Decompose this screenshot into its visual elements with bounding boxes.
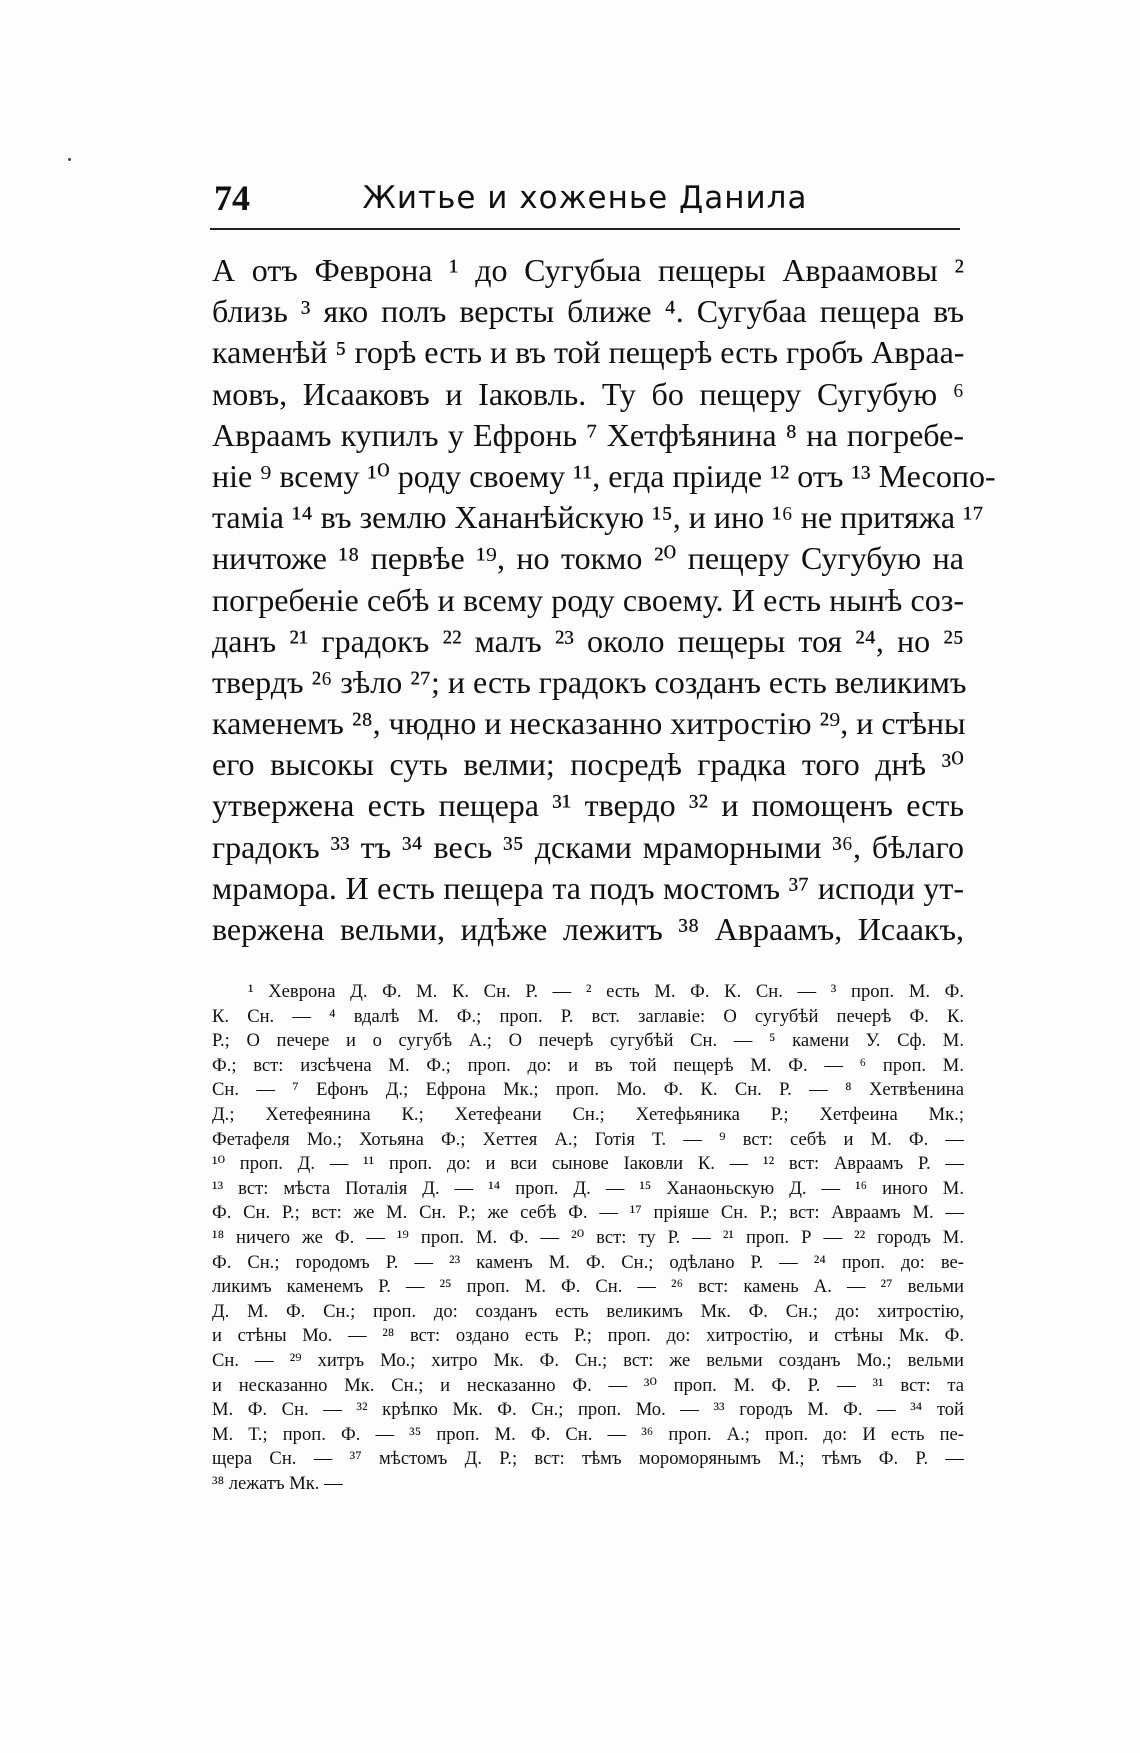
main-text-line: таміа ¹⁴ въ землю Хананѣйскую ¹⁵, и ино ¹⁶ не притяжа ¹⁷ [212, 499, 984, 536]
main-text-line: ніе ⁹ всему ¹⁰ роду своему ¹¹, егда пріиде ¹² отъ ¹³ Месопо- [212, 457, 996, 494]
page-number: 74 [214, 178, 250, 218]
footnote-line: ¹⁰ проп. Д. — ¹¹ проп. до: и вси сынове Іаковли К. — ¹² вст: Авраамъ Р. — [212, 1153, 964, 1175]
scan-speck [68, 158, 71, 161]
main-text-line: Авраамъ купилъ у Ефронь ⁷ Хетфѣянина ⁸ на погребе- [212, 416, 964, 453]
main-text-line: каменемъ ²⁸, чюдно и несказанно хитростію ²⁹, и стѣны [212, 705, 966, 742]
footnote-line: Фетафеля Мо.; Хотьяна Ф.; Хеттея А.; Готія Т. — ⁹ вст: себѣ и М. Ф. — [212, 1128, 964, 1150]
footnote-line: Ф. Сн.; городомъ Р. — ²³ каменъ М. Ф. Сн.; одѣлано Р. — ²⁴ проп. до: ве- [212, 1251, 964, 1273]
running-title: Житье и хоженье Данила [362, 180, 808, 216]
main-text-line: близь ³ яко полъ версты ближе ⁴. Сугубаа пещера въ [212, 293, 964, 330]
footnote-line: Р.; О печере и о сугубѣ А.; О печерѣ сугубѣй Сн. — ⁵ камени У. Сф. М. [212, 1030, 964, 1052]
main-text-line: мрамора. И есть пещера та подъ мостомъ ³⁷ исподи ут- [212, 869, 964, 906]
footnote-line: ¹ Хеврона Д. Ф. М. К. Сн. Р. — ² есть М. Ф. К. Сн. — ³ проп. М. Ф. [248, 981, 964, 1002]
main-text-line: твердъ ²⁶ зѣло ²⁷; и есть градокъ созданъ есть великимъ [212, 663, 967, 700]
main-text-line: погребеніе себѣ и всему роду своему. И есть нынѣ соз- [212, 581, 964, 618]
footnote-line: и несказанно Мк. Сн.; и несказанно Ф. — ³⁰ проп. М. Ф. Р. — ³¹ вст: та [212, 1374, 964, 1396]
footnote-line: ³⁸ лежатъ Мк. — [212, 1472, 343, 1494]
main-text-line: градокъ ³³ тъ ³⁴ весь ³⁵ дсками мраморными ³⁶, бѣлаго [212, 828, 964, 865]
footnote-line: К. Сн. — ⁴ вдалѣ М. Ф.; проп. Р. вст. заглавіе: О сугубѣй печерѣ Ф. К. [212, 1005, 964, 1027]
main-text-line: утвержена есть пещера ³¹ твердо ³² и помощенъ есть [212, 787, 964, 824]
footnote-line: М. Ф. Сн. — ³² крѣпко Мк. Ф. Сн.; проп. Мо. — ³³ городъ М. Ф. — ³⁴ той [212, 1399, 964, 1421]
footnote-line: Сн. — ⁷ Ефонъ Д.; Ефрона Мк.; проп. Мо. Ф. К. Сн. Р. — ⁸ Хетвѣенина [212, 1079, 964, 1101]
footnote-line: щера Сн. — ³⁷ мѣстомъ Д. Р.; вст: тѣмъ мороморянымъ М.; тѣмъ Ф. Р. — [212, 1448, 964, 1470]
main-text-line: ничтоже ¹⁸ первѣе ¹⁹, но токмо ²⁰ пещеру Сугубую на [212, 540, 964, 577]
main-text-line: данъ ²¹ градокъ ²² малъ ²³ около пещеры тоя ²⁴, но ²⁵ [212, 622, 964, 659]
main-text-block [212, 250, 996, 950]
footnote-line: Д.; Хетефеянина К.; Хетефеани Сн.; Хетефьяника Р.; Хетфеина Мк.; [212, 1103, 964, 1125]
footnote-line: Д. М. Ф. Сн.; проп. до: созданъ есть великимъ Мк. Ф. Сн.; до: хитростію, [212, 1300, 964, 1322]
main-text-line: вержена вельми, идѣже лежитъ ³⁸ Авраамъ, Исаакъ, [212, 911, 964, 947]
footnote-line: Сн. — ²⁹ хитръ Мо.; хитро Мк. Ф. Сн.; вст: же вельми созданъ Мо.; вельми [212, 1349, 964, 1371]
footnotes-block [212, 980, 964, 1496]
footnote-line: ликимъ каменемъ Р. — ²⁵ проп. М. Ф. Сн. — ²⁶ вст: камень А. — ²⁷ вельми [212, 1276, 964, 1298]
main-text-line: его высокы суть велми; посредѣ градка того днѣ ³⁰ [212, 746, 964, 783]
footnote-line: Ф.; вст: изсѣчена М. Ф.; проп. до: и въ той пещерѣ М. Ф. — ⁶ проп. М. [212, 1054, 964, 1076]
footnote-line: ¹⁸ ничего же Ф. — ¹⁹ проп. М. Ф. — ²⁰ вст: ту Р. — ²¹ проп. Р — ²² городъ М. [212, 1226, 964, 1248]
main-text-line: А отъ Феврона ¹ до Сугубыа пещеры Авраамовы ² [212, 252, 964, 288]
footnote-line: ¹³ вст: мѣста Поталія Д. — ¹⁴ проп. Д. — ¹⁵ Ханаоньскую Д. — ¹⁶ иного М. [212, 1177, 964, 1199]
page-header [210, 176, 960, 230]
footnote-line: М. Т.; проп. Ф. — ³⁵ проп. М. Ф. Сн. — ³⁶ проп. А.; проп. до: И есть пе- [212, 1423, 964, 1445]
main-text-line: каменѣй ⁵ горѣ есть и въ той пещерѣ есть гробъ Авраа- [212, 334, 965, 371]
main-text-line: мовъ, Исааковъ и Іаковль. Ту бо пещеру Сугубую ⁶ [212, 375, 964, 412]
footnote-line: и стѣны Мо. — ²⁸ вст: оздано есть Р.; проп. до: хитростію, и стѣны Мк. Ф. [212, 1325, 964, 1347]
footnote-line: Ф. Сн. Р.; вст: же М. Сн. Р.; же себѣ Ф. — ¹⁷ пріяше Сн. Р.; вст: Авраамъ М. — [212, 1202, 964, 1224]
